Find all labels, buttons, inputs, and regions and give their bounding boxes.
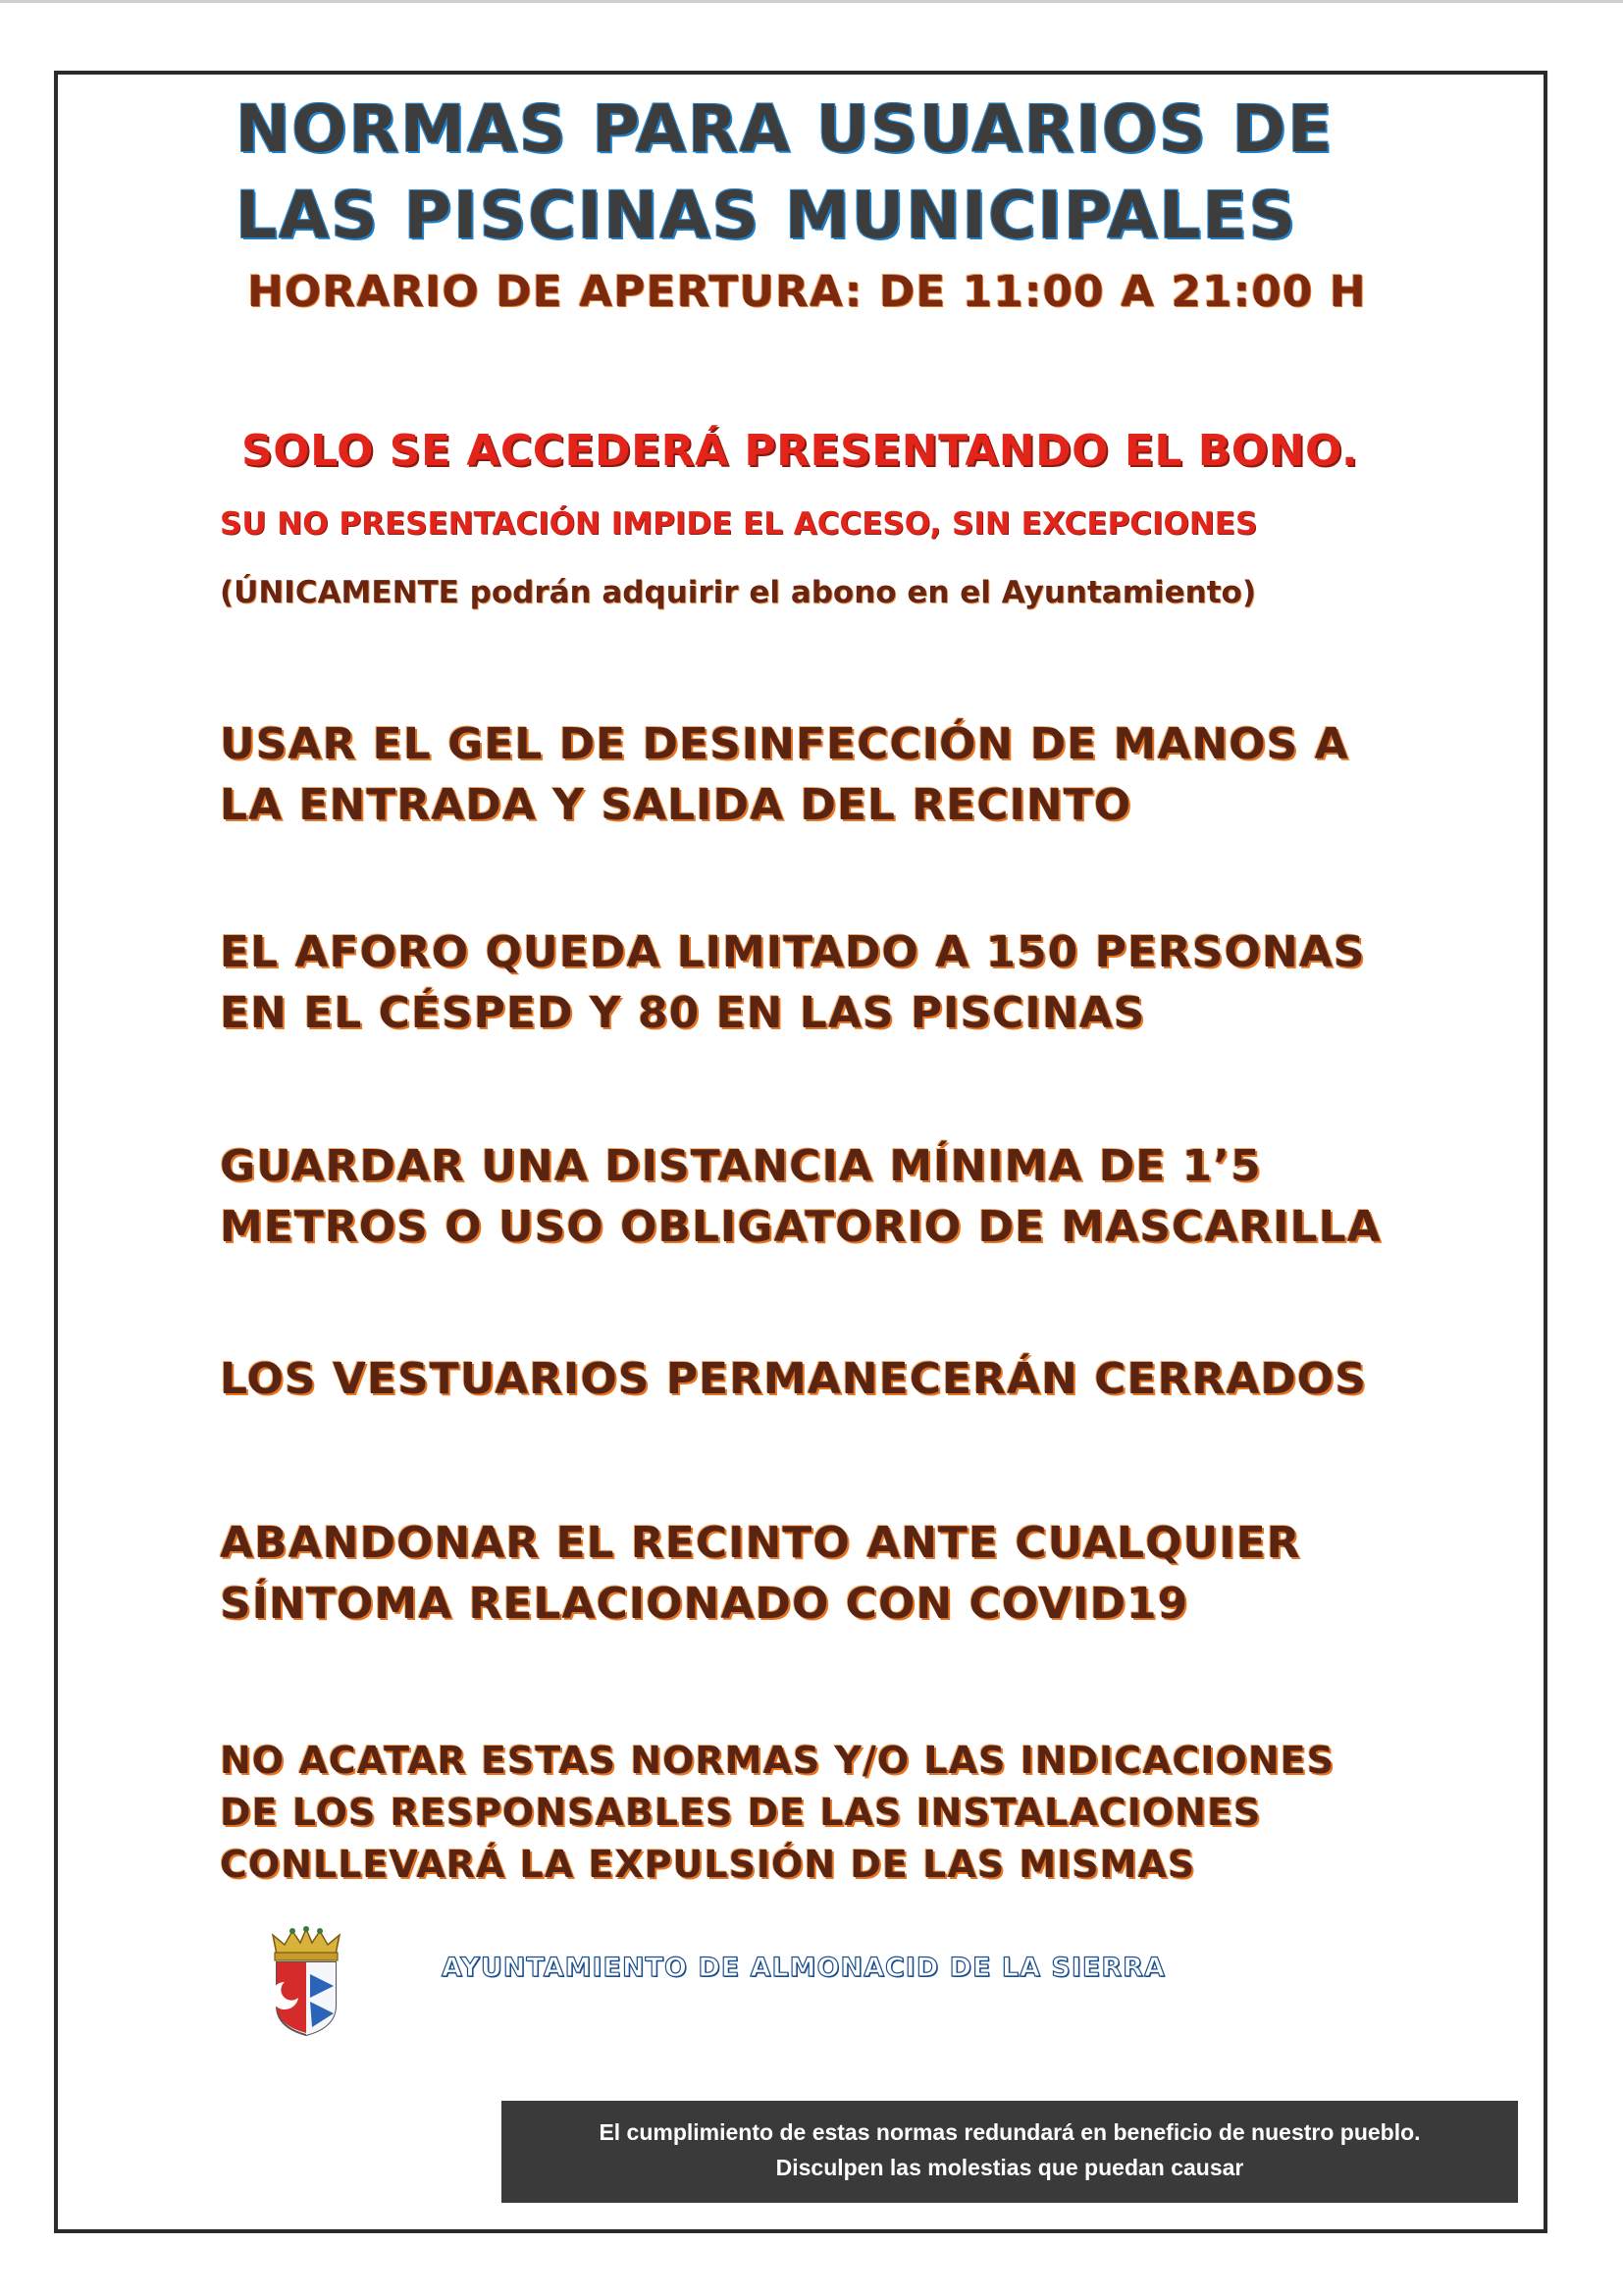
rule-line: GUARDAR UNA DISTANCIA MÍNIMA DE 1’5 bbox=[220, 1141, 1262, 1191]
rule-line: LOS VESTUARIOS PERMANECERÁN CERRADOS bbox=[220, 1354, 1367, 1404]
rule-capacity bbox=[220, 922, 1427, 1044]
town-hall-signature: AYUNTAMIENTO DE ALMONACID DE LA SIERRA bbox=[442, 1953, 1166, 1983]
coat-of-arms-icon bbox=[263, 1925, 349, 2039]
scan-edge-line bbox=[0, 0, 1623, 3]
rule-hand-sanitizer bbox=[220, 714, 1427, 836]
rule-distance bbox=[220, 1136, 1427, 1258]
rule-changing-rooms bbox=[220, 1349, 1427, 1410]
notice-title-line-1: NORMAS PARA USUARIOS DE bbox=[236, 91, 1335, 167]
rule-line: SÍNTOMA RELACIONADO CON COVID19 bbox=[220, 1579, 1189, 1629]
pass-purchase-note: (ÚNICAMENTE podrán adquirir el abono en el Ayuntamiento) bbox=[220, 575, 1256, 610]
access-warning: SU NO PRESENTACIÓN IMPIDE EL ACCESO, SIN EXCEPCIONES bbox=[220, 506, 1258, 542]
rule-line: METROS O USO OBLIGATORIO DE MASCARILLA bbox=[220, 1202, 1382, 1252]
notice-title-line-2: LAS PISCINAS MUNICIPALES bbox=[236, 178, 1298, 253]
rule-expulsion bbox=[220, 1735, 1427, 1891]
opening-hours: HORARIO DE APERTURA: DE 11:00 A 21:00 H bbox=[247, 267, 1367, 317]
rule-symptoms bbox=[220, 1513, 1427, 1635]
rule-line: EN EL CÉSPED Y 80 EN LAS PISCINAS bbox=[220, 988, 1146, 1038]
rule-line: USAR EL GEL DE DESINFECCIÓN DE MANOS A bbox=[220, 719, 1349, 769]
rule-line: LA ENTRADA Y SALIDA DEL RECINTO bbox=[220, 780, 1132, 830]
footer-line-2: Disculpen las molestias que puedan causar bbox=[775, 2155, 1244, 2180]
access-requirement: SOLO SE ACCEDERÁ PRESENTANDO EL BONO. bbox=[241, 426, 1359, 476]
rule-line: ABANDONAR EL RECINTO ANTE CUALQUIER bbox=[220, 1518, 1301, 1568]
rule-line: NO ACATAR ESTAS NORMAS Y/O LAS INDICACIONES bbox=[220, 1739, 1335, 1782]
footer-line-1: El cumplimiento de estas normas redundará en beneficio de nuestro pueblo. bbox=[599, 2119, 1421, 2145]
rule-line: CONLLEVARÁ LA EXPULSIÓN DE LAS MISMAS bbox=[220, 1843, 1196, 1886]
footer-banner bbox=[501, 2101, 1518, 2203]
rule-line: EL AFORO QUEDA LIMITADO A 150 PERSONAS bbox=[220, 927, 1366, 977]
rule-line: DE LOS RESPONSABLES DE LAS INSTALACIONES bbox=[220, 1791, 1262, 1834]
